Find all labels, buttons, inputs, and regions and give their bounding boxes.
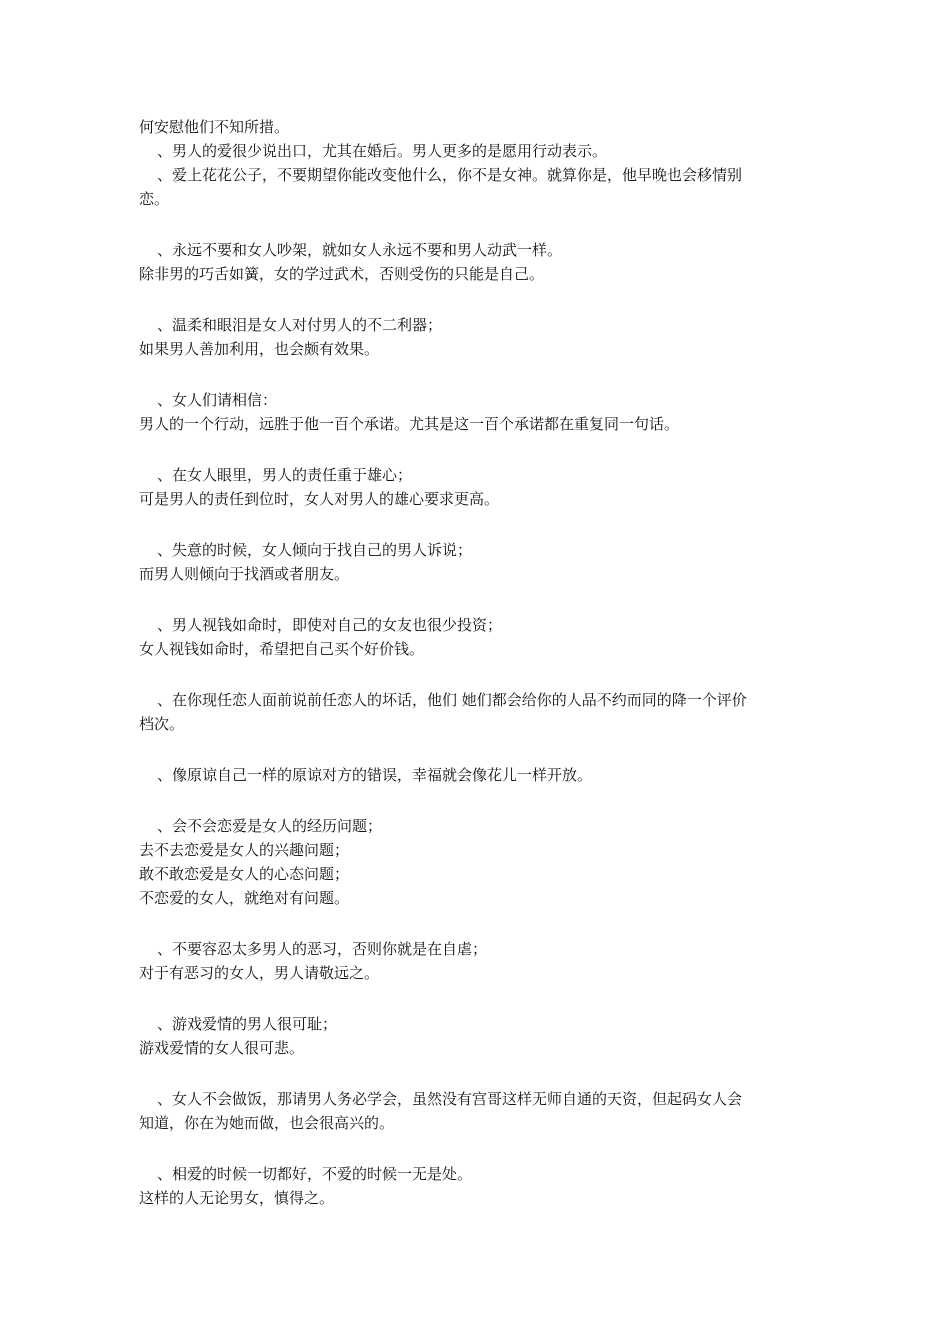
paragraph (139, 313, 819, 361)
text-line: 、男人的爱很少说出口，尤其在婚后。男人更多的是愿用行动表示。 (157, 142, 608, 160)
paragraph (139, 115, 819, 139)
paragraph (139, 937, 819, 985)
text-line: 女人视钱如命时，希望把自己买个好价钱。 (139, 640, 425, 658)
text-line: 不恋爱的女人，就绝对有问题。 (139, 889, 350, 907)
text-line: 这样的人无论男女，慎得之。 (139, 1189, 335, 1207)
paragraph (139, 814, 819, 910)
text-line: 而男人则倾向于找酒或者朋友。 (139, 565, 350, 583)
paragraph (139, 688, 819, 736)
text-line: 、女人们请相信： (157, 391, 278, 409)
text-line: 男人的一个行动，远胜于他一百个承诺。尤其是这一百个承诺都在重复同一句话。 (139, 415, 680, 433)
paragraph (139, 463, 819, 511)
text-line: 除非男的巧舌如簧，女的学过武术，否则受伤的只能是自己。 (139, 265, 545, 283)
paragraph (139, 1087, 819, 1135)
text-line: 、相爱的时候一切都好，不爱的时候一无是处。 (157, 1165, 473, 1183)
text-line: 、永远不要和女人吵架，就如女人永远不要和男人动武一样。 (157, 241, 563, 259)
text-line: 、失意的时候，女人倾向于找自己的男人诉说； (157, 541, 473, 559)
text-line: 如果男人善加利用，也会颇有效果。 (139, 340, 380, 358)
text-line: 、爱上花花公子，不要期望你能改变他什么，你不是女神。就算你是，他早晚也会移情别 (157, 166, 743, 184)
text-line: 知道，你在为她而做，也会很高兴的。 (139, 1114, 395, 1132)
paragraph (139, 163, 819, 211)
paragraph (139, 538, 819, 586)
paragraph (139, 1012, 819, 1060)
paragraph (139, 763, 819, 787)
text-line: 、在女人眼里，男人的责任重于雄心； (157, 466, 413, 484)
text-line: 档次。 (139, 715, 185, 733)
text-line: 、温柔和眼泪是女人对付男人的不二利器； (157, 316, 443, 334)
text-line: 何安慰他们不知所措。 (139, 118, 290, 136)
text-line: 、会不会恋爱是女人的经历问题； (157, 817, 383, 835)
text-line: 、男人视钱如命时，即使对自己的女友也很少投资； (157, 616, 503, 634)
text-line: 去不去恋爱是女人的兴趣问题； (139, 841, 350, 859)
text-line: 、不要容忍太多男人的恶习，否则你就是在自虐； (157, 940, 488, 958)
text-line: 可是男人的责任到位时，女人对男人的雄心要求更高。 (139, 490, 500, 508)
text-line: 游戏爱情的女人很可悲。 (139, 1039, 305, 1057)
paragraph (139, 238, 819, 286)
text-line: 、游戏爱情的男人很可耻； (157, 1015, 338, 1033)
paragraph (139, 139, 819, 163)
paragraph (139, 613, 819, 661)
paragraph (139, 388, 819, 436)
text-line: 对于有恶习的女人，男人请敬远之。 (139, 964, 380, 982)
text-line: 恋。 (139, 190, 170, 208)
paragraph (139, 1162, 819, 1210)
text-line: 敢不敢恋爱是女人的心态问题； (139, 865, 350, 883)
text-line: 、在你现任恋人面前说前任恋人的坏话，他们 她们都会给你的人品不约而同的降一个评价 (157, 691, 747, 709)
document-body (139, 115, 819, 1237)
text-line: 、女人不会做饭，那请男人务必学会，虽然没有宫哥这样无师自通的天资，但起码女人会 (157, 1090, 743, 1108)
text-line: 、像原谅自己一样的原谅对方的错误，幸福就会像花儿一样开放。 (157, 766, 593, 784)
